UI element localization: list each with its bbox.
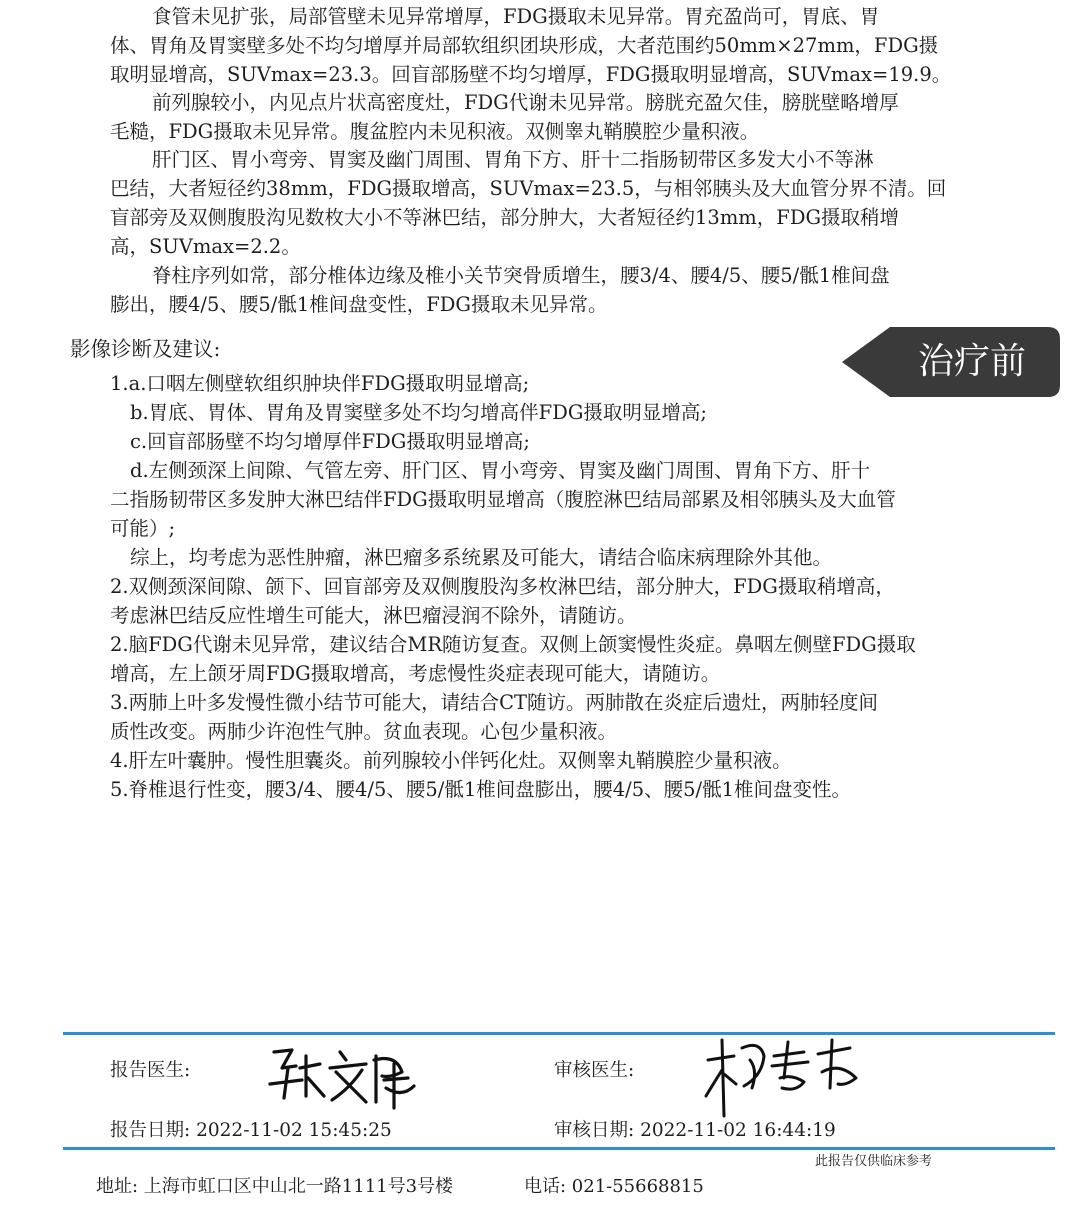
diagnosis-line: 质性改变。两肺少许泡性气肿。贫血表现。心包少量积液。: [110, 720, 618, 743]
report-doctor-signature: [262, 1038, 422, 1112]
diagnosis-line: 考虑淋巴结反应性增生可能大，淋巴瘤浸润不除外，请随访。: [110, 604, 637, 627]
findings-line: 高，SUVmax=2.2。: [110, 235, 301, 258]
diagnosis-line: 增高，左上颌牙周FDG摄取增高，考虑慢性炎症表现可能大，请随访。: [110, 662, 721, 685]
diagnosis-line: c.回盲部肠壁不均匀增厚伴FDG摄取明显增高;: [130, 430, 530, 453]
badge-label: 治疗前: [917, 341, 1026, 382]
diagnosis-line: 4.肝左叶囊肿。慢性胆囊炎。前列腺较小伴钙化灶。双侧睾丸鞘膜腔少量积液。: [110, 749, 792, 772]
diagnosis-line: b.胃底、胃体、胃角及胃窦壁多处不均匀增高伴FDG摄取明显增高;: [130, 401, 707, 424]
report-doctor-label: 报告医生:: [110, 1060, 191, 1081]
diagnosis-line: 5.脊椎退行性变，腰3/4、腰4/5、腰5/骶1椎间盘膨出，腰4/5、腰5/骶1椎间盘变性。: [110, 778, 852, 801]
footer-phone: 电话: 021-55668815: [524, 1176, 704, 1197]
bottom-divider: [63, 1147, 1055, 1150]
review-doctor-label: 审核医生:: [554, 1060, 635, 1081]
diagnosis-line: 1.a.口咽左侧壁软组织肿块伴FDG摄取明显增高;: [110, 372, 530, 395]
diagnosis-line: 可能）;: [110, 517, 176, 540]
report-date: 报告日期: 2022-11-02 15:45:25: [110, 1120, 392, 1141]
findings-line: 食管未见扩张，局部管壁未见异常增厚，FDG摄取未见异常。胃充盈尚可，胃底、胃: [152, 5, 880, 28]
findings-line: 前列腺较小，内见点片状高密度灶，FDG代谢未见异常。膀胱充盈欠佳，膀胱壁略增厚: [152, 91, 899, 114]
findings-line: 体、胃角及胃窦壁多处不均匀增厚并局部软组织团块形成，大者范围约50mm×27mm，FDG摄: [110, 34, 939, 57]
diagnosis-line: d.左侧颈深上间隙、气管左旁、肝门区、胃小弯旁、胃窦及幽门周围、胃角下方、肝十: [130, 459, 871, 482]
diagnosis-line: 2.脑FDG代谢未见异常，建议结合MR随访复查。双侧上颌窦慢性炎症。鼻咽左侧壁FDG摄取: [110, 633, 916, 656]
findings-line: 盲部旁及双侧腹股沟见数枚大小不等淋巴结，部分肿大，大者短径约13mm，FDG摄取稍增: [110, 206, 900, 229]
review-date: 审核日期: 2022-11-02 16:44:19: [554, 1120, 836, 1141]
footer-address: 地址: 上海市虹口区中山北一路1111号3号楼: [96, 1176, 454, 1197]
findings-line: 膨出，腰4/5、腰5/骶1椎间盘变性，FDG摄取未见异常。: [110, 293, 608, 316]
diagnosis-line: 综上，均考虑为恶性肿瘤，淋巴瘤多系统累及可能大，请结合临床病理除外其他。: [130, 546, 833, 569]
diagnosis-line: 3.两肺上叶多发慢性微小结节可能大，请结合CT随访。两肺散在炎症后遗灶，两肺轻度间: [110, 691, 879, 714]
review-doctor-signature: [700, 1026, 870, 1122]
findings-line: 毛糙，FDG摄取未见异常。腹盆腔内未见积液。双侧睾丸鞘膜腔少量积液。: [110, 120, 760, 143]
findings-line: 取明显增高，SUVmax=23.3。回盲部肠壁不均匀增厚，FDG摄取明显增高，SUVmax=19.9。: [110, 63, 952, 86]
diagnosis-line: 二指肠韧带区多发肿大淋巴结伴FDG摄取明显增高（腹腔淋巴结局部累及相邻胰头及大血管: [110, 488, 896, 511]
top-divider: [63, 1032, 1055, 1035]
findings-line: 脊柱序列如常，部分椎体边缘及椎小关节突骨质增生，腰3/4、腰4/5、腰5/骶1椎间盘: [152, 264, 890, 287]
findings-line: 肝门区、胃小弯旁、胃窦及幽门周围、胃角下方、肝十二指肠韧带区多发大小不等淋: [152, 148, 874, 171]
footnote: 此报告仅供临床参考: [815, 1154, 933, 1169]
findings-line: 巴结，大者短径约38mm，FDG摄取增高，SUVmax=23.5，与相邻胰头及大血管分界不清。回: [110, 177, 947, 200]
diagnosis-line: 2.双侧颈深间隙、颌下、回盲部旁及双侧腹股沟多枚淋巴结，部分肿大，FDG摄取稍增高，: [110, 575, 895, 598]
treatment-badge: [842, 327, 1060, 397]
diagnosis-heading: 影像诊断及建议:: [70, 337, 221, 361]
